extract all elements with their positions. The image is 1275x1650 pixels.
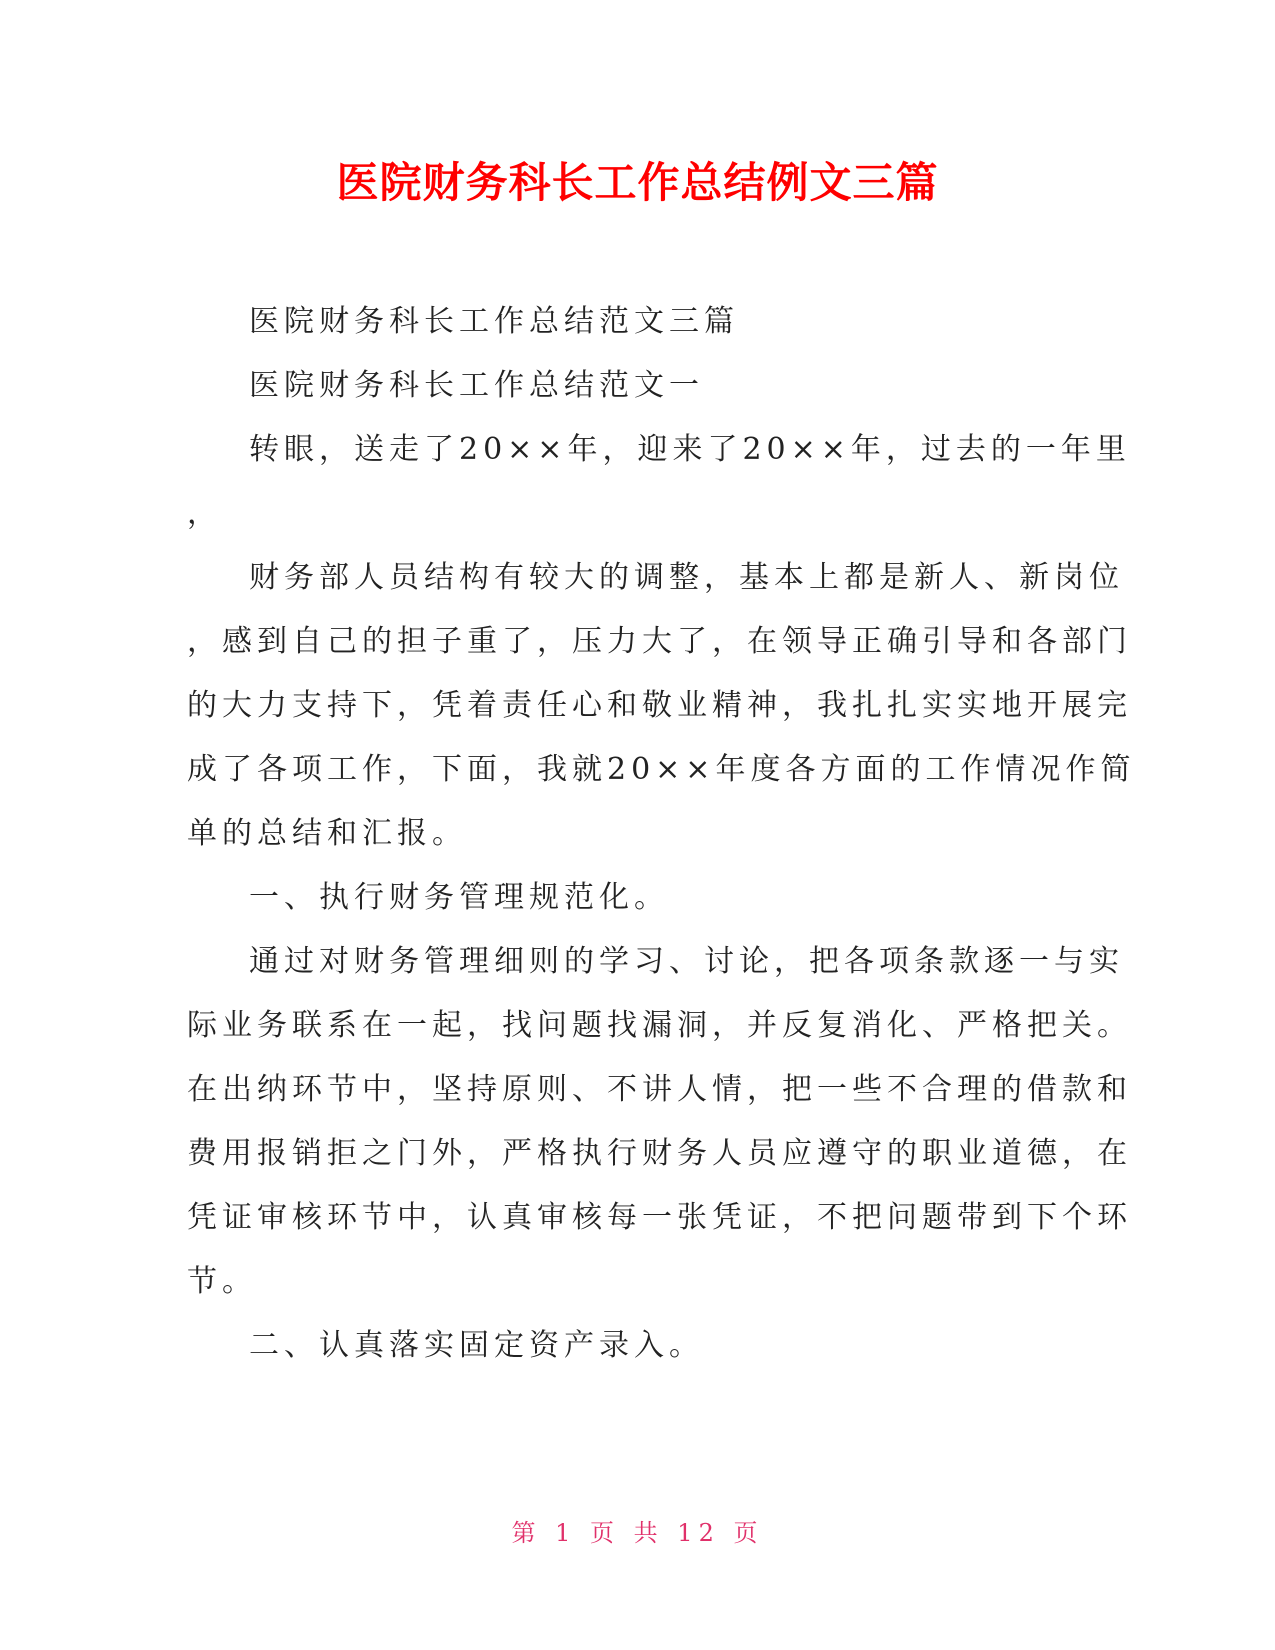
paragraph-line: 费用报销拒之门外，严格执行财务人员应遵守的职业道德，在 — [187, 1136, 1132, 1171]
paragraph-line: ，感到自己的担子重了，压力大了，在领导正确引导和各部门 — [187, 624, 1132, 659]
section-heading-line: 一、执行财务管理规范化。 — [249, 880, 669, 915]
paragraph-line: 际业务联系在一起，找问题找漏洞，并反复消化、严格把关。 — [187, 1008, 1132, 1043]
paragraph-line: 转眼，送走了20××年，迎来了20××年，过去的一年里 — [249, 432, 1131, 467]
section-heading-line: 医院财务科长工作总结范文一 — [249, 368, 704, 403]
paragraph-line: 凭证审核环节中，认真审核每一张凭证，不把问题带到下个环 — [187, 1200, 1132, 1235]
paragraph-line: 节。 — [187, 1264, 257, 1299]
section-heading-line: 二、认真落实固定资产录入。 — [249, 1328, 704, 1363]
paragraph-line: ， — [187, 496, 222, 531]
document-body — [187, 290, 1136, 1378]
paragraph-line: 财务部人员结构有较大的调整，基本上都是新人、新岗位 — [249, 560, 1124, 595]
paragraph-line: 通过对财务管理细则的学习、讨论，把各项条款逐一与实 — [249, 944, 1124, 979]
paragraph-line: 单的总结和汇报。 — [187, 816, 467, 851]
paragraph-line: 的大力支持下，凭着责任心和敬业精神，我扎扎实实地开展完 — [187, 688, 1132, 723]
document-title: 医院财务科长工作总结例文三篇 — [336, 158, 939, 207]
subtitle-line: 医院财务科长工作总结范文三篇 — [249, 304, 739, 339]
paragraph-line: 成了各项工作，下面，我就20××年度各方面的工作情况作简 — [187, 752, 1136, 787]
page-number-footer: 第 1 页 共 12 页 — [511, 1519, 764, 1547]
paragraph-line: 在出纳环节中，坚持原则、不讲人情，把一些不合理的借款和 — [187, 1072, 1132, 1107]
